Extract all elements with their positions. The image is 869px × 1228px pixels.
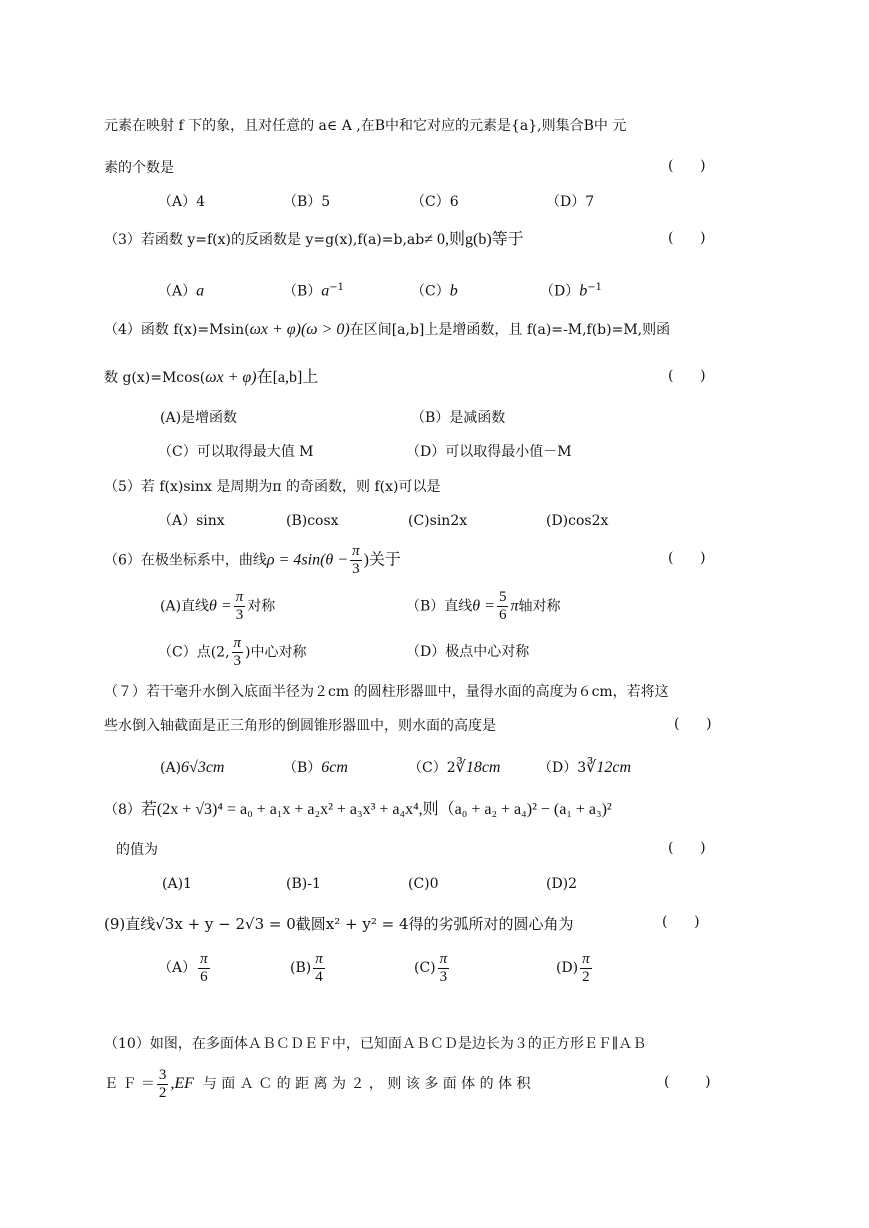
q9-option-b — [290, 950, 327, 986]
q7-option-b-math: 6cm — [321, 759, 348, 776]
q5-option-c: (C)sin2x — [408, 513, 468, 529]
q6-option-a-den: 3 — [235, 607, 244, 623]
q4-answer-paren: ( ) — [668, 368, 706, 384]
q6-option-b-post: 轴对称 — [518, 598, 561, 615]
q7-option-d-math: ∛12cm — [586, 759, 631, 776]
q3-option-b-sup: −1 — [329, 282, 345, 293]
q8-stem-pre: （8） — [104, 802, 141, 818]
q9-option-a-fraction — [198, 952, 210, 985]
q6-stem-fraction — [350, 544, 362, 577]
q9-option-a-den: 6 — [200, 968, 208, 985]
q7-line2: 些水倒入轴截面是正三角形的倒圆锥形器皿中，则水面的高度是 — [104, 718, 496, 734]
q4-line2-math: ωx + φ) — [205, 369, 257, 386]
q9-option-a-num: π — [200, 950, 208, 967]
q5-option-d: (D)cos2x — [546, 513, 609, 529]
q6-option-a-fraction — [234, 590, 246, 623]
q4-line1-pre: （4）函数 f(x)=Msin( — [104, 322, 250, 338]
q7-option-a-label: (A) — [160, 760, 182, 776]
q9-option-d-num: π — [582, 950, 590, 967]
q3-option-a-math: a — [196, 282, 205, 300]
q6-option-b-pre: （B）直线 — [406, 598, 473, 615]
q9-option-b-num: π — [315, 950, 323, 967]
q9-option-c-label: (C) — [414, 960, 436, 976]
q6-stem-fraction-den: 3 — [352, 561, 360, 577]
q6-option-a — [160, 590, 275, 623]
q2-option-b: （B）5 — [283, 194, 331, 210]
q8-answer-paren: ( ) — [668, 840, 706, 856]
q9-option-a — [158, 950, 212, 986]
q7-option-b — [283, 758, 348, 778]
q4-line1-post: 在区间[a,b]上是增函数，且 f(a)=-M,f(b)=M,则函 — [349, 322, 671, 338]
q10-line2-fraction — [157, 1068, 169, 1101]
q4-line1-math: ωx + φ)(ω > 0) — [249, 321, 350, 338]
q3-option-a — [158, 278, 204, 302]
q4-option-c: （C）可以取得最大值 M — [158, 444, 314, 460]
q9-option-c-num: π — [439, 950, 448, 967]
q7-answer-paren: ( ) — [674, 716, 712, 732]
q3-option-d-sup: −1 — [587, 282, 602, 293]
q10-answer-paren: ( ) — [664, 1074, 711, 1090]
q9-option-d-fraction — [580, 952, 592, 985]
q10-line2-post: 与 面 Ａ Ｃ 的 距 离 为 ２ ， 则 该 多 面 体 的 体 积 — [202, 1076, 531, 1092]
q3-option-b-math: a — [321, 282, 330, 300]
q3-option-a-label: （A） — [158, 283, 197, 300]
q9-answer-paren: ( ) — [662, 914, 700, 930]
q9-option-d-label: (D) — [556, 960, 579, 976]
q8-stem — [104, 800, 764, 820]
q7-option-c — [408, 758, 500, 778]
q6-option-c-num: π — [233, 635, 242, 651]
q6-option-c — [158, 636, 307, 669]
q10-line2-math: ,EF — [170, 1075, 194, 1092]
q6-option-b-fraction — [497, 590, 509, 623]
q7-option-c-label: （C）2 — [408, 760, 456, 776]
q10-line2-den: 2 — [158, 1084, 167, 1101]
q2-answer-paren: ( ) — [668, 158, 706, 174]
q4-line2-pre: 数 g(x)=Mcos( — [104, 370, 206, 386]
q4-option-d: （D）可以取得最小值－M — [406, 444, 572, 460]
q2-option-a: （A）4 — [158, 194, 206, 210]
q6-option-b-den: 6 — [498, 607, 507, 623]
q9-option-b-fraction — [313, 952, 325, 985]
q6-stem-post: )关于 — [363, 551, 401, 569]
q8-option-c: (C)0 — [408, 876, 439, 892]
q3-option-b-label: （B） — [283, 283, 322, 300]
q8-option-a: (A)1 — [162, 876, 192, 892]
q6-option-a-post: 对称 — [247, 598, 276, 615]
q5-option-a: （A）sinx — [158, 513, 225, 529]
q3-stem — [104, 230, 764, 250]
q9-option-a-label: （A） — [158, 960, 197, 976]
q4-line1 — [104, 320, 764, 340]
q7-option-b-label: （B） — [283, 760, 322, 776]
q9-option-d-den: 2 — [582, 968, 590, 985]
q8-option-b: (B)-1 — [286, 876, 321, 892]
q7-option-c-math: ∛18cm — [455, 759, 501, 776]
q7-line1: （７）若干毫升水倒入底面半径为２cm 的圆柱形器皿中，量得水面的高度为６cm，若将这 — [104, 684, 669, 700]
q3-answer-paren: ( ) — [668, 230, 706, 246]
q5-option-b: (B)cosx — [286, 513, 339, 529]
q9-option-d — [556, 950, 594, 986]
q7-option-d — [538, 758, 631, 778]
q9-option-c — [414, 950, 451, 986]
q6-option-c-post: )中心对称 — [245, 644, 307, 661]
q6-stem-pre: （6）在极坐标系中，曲线 — [104, 552, 267, 569]
q3-option-c — [411, 278, 458, 302]
q6-stem-math: ρ = 4sin(θ − — [266, 551, 349, 569]
q2-option-c: （C）6 — [411, 194, 459, 210]
q6-answer-paren: ( ) — [668, 550, 706, 566]
q4-line2-post: 在[a,b]上 — [256, 369, 319, 386]
q3-stem-math: ≠ 0, — [424, 231, 450, 248]
q2-line2: 素的个数是 — [104, 160, 174, 176]
q6-option-b — [406, 590, 560, 623]
q6-option-c-den: 3 — [233, 653, 242, 669]
q3-option-c-math: b — [449, 282, 458, 300]
q3-stem-post: 则g(b)等于 — [449, 231, 524, 248]
q6-stem — [104, 544, 764, 577]
q10-line2-pre: Ｅ Ｆ ＝ — [104, 1076, 155, 1092]
q6-option-c-pre: （C）点(2, — [158, 644, 230, 661]
q4-option-b: （B）是减函数 — [411, 410, 506, 426]
q7-option-d-label: （D）3 — [538, 760, 587, 776]
q3-option-d — [540, 278, 602, 302]
q3-option-d-math: b — [579, 282, 588, 300]
q10-line1: （10）如图，在多面体ＡＢＣＤＥＦ中，已知面ＡＢＣＤ是边长为３的正方形ＥＦ∥ＡＢ — [104, 1036, 647, 1052]
q8-line2: 的值为 — [116, 842, 158, 858]
q6-option-b-num: 5 — [498, 589, 507, 605]
q3-stem-pre: （3）若函数 y=f(x)的反函数是 y=g(x),f(a)=b,ab — [104, 232, 425, 248]
q2-line1: 元素在映射 f 下的象，且对任意的 a∈ A ,在B中和它对应的元素是{a},则集合B中 元 — [104, 118, 627, 134]
q6-option-d: （D）极点中心对称 — [406, 644, 530, 660]
q4-line2 — [104, 368, 764, 388]
q7-option-a — [160, 758, 224, 778]
q8-stem-math: 若(2x + √3)⁴ = a₀ + a₁x + a₂x² + a₃x³ + a₄x⁴,则（a₀ + a₂ + a₄)² − (a₁ + a₃)² — [140, 801, 612, 818]
q6-option-a-num: π — [235, 589, 244, 605]
q6-option-b-pi: π — [510, 597, 519, 615]
q6-option-b-math: θ = — [472, 597, 495, 615]
q3-option-c-label: （C） — [411, 283, 450, 300]
q9-option-c-den: 3 — [439, 968, 448, 985]
q2-option-d: （D）7 — [546, 194, 595, 210]
q9-option-b-den: 4 — [315, 968, 323, 985]
q6-option-a-math: θ = — [209, 597, 232, 615]
q6-option-c-fraction — [232, 636, 244, 669]
q7-option-a-math: 6√3cm — [181, 759, 225, 776]
q3-option-b — [283, 278, 344, 302]
q9-option-c-fraction — [438, 952, 450, 985]
q3-option-d-label: （D） — [540, 283, 580, 300]
q8-option-d: (D)2 — [546, 876, 578, 892]
q9-option-b-label: (B) — [290, 960, 312, 976]
q10-line2-num: 3 — [158, 1066, 167, 1083]
q6-option-a-pre: (A)直线 — [160, 598, 210, 615]
q4-option-a: (A)是增函数 — [160, 410, 238, 426]
q6-stem-fraction-num: π — [352, 543, 360, 559]
q5-stem: （5）若 f(x)sinx 是周期为π 的奇函数，则 f(x)可以是 — [104, 479, 441, 495]
q9-stem: (9)直线√3x + y − 2√3 = 0截圆x² + y² = 4得的劣弧所对的圆心角为 — [104, 915, 574, 933]
